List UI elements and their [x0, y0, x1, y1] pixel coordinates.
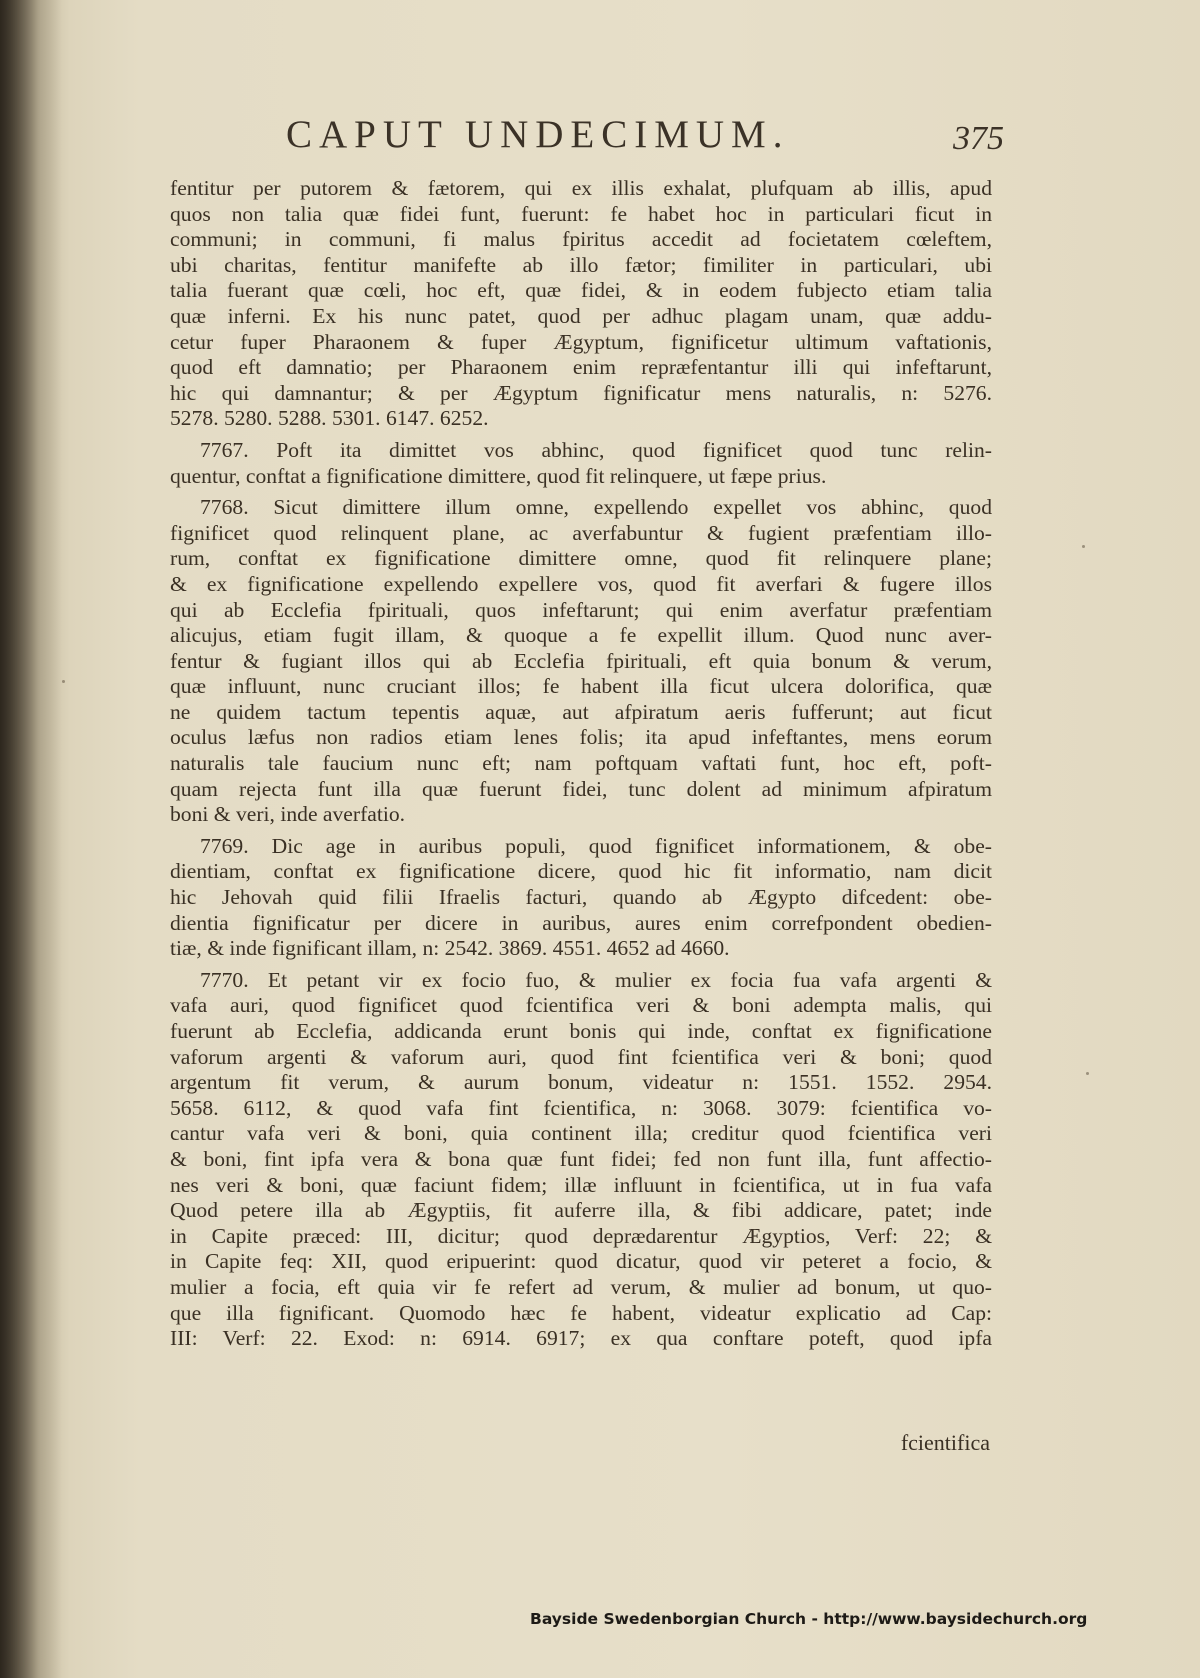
text-line: & boni, fint ipfa vera & bona quæ funt fidei; fed non funt illa, funt affectio- [170, 1146, 992, 1171]
text-line: argentum fit verum, & aurum bonum, videatur n: 1551. 1552. 2954. [170, 1070, 992, 1095]
paper-speck [1086, 1072, 1089, 1075]
text-line: naturalis tale faucium nunc eft; nam poftquam vaftati funt, hoc eft, poft- [170, 751, 992, 776]
running-head [240, 112, 1004, 172]
text-line: boni & veri, inde averfatio. [170, 802, 406, 827]
text-line: 5658. 6112, & quod vafa fint fcientifica, n: 3068. 3079: fcientifica vo- [170, 1095, 992, 1120]
text-line: tiæ, & inde fignificant illam, n: 2542. 3869. 4551. 4652 ad 4660. [170, 936, 730, 961]
text-line: 7767. Poft ita dimittet vos abhinc, quod fignificet quod tunc relin- [200, 437, 992, 462]
text-line: quentur, conftat a fignificatione dimittere, quod fit relinquere, ut fæpe prius. [170, 463, 827, 488]
text-line: hic qui damnantur; & per Ægyptum fignificatur mens naturalis, n: 5276. [170, 380, 992, 405]
text-line: oculus læfus non radios etiam lenes folis; ita apud infeftantes, mens eorum [170, 725, 992, 750]
text-line: 5278. 5280. 5288. 5301. 6147. 6252. [170, 406, 489, 431]
text-line: in Capite feq: XII, quod eripuerint: quod dicatur, quod vir peteret a focio, & [170, 1249, 992, 1274]
text-line: talia fuerant quæ cœli, hoc eft, quæ fidei, & in eodem fubjecto etiam talia [170, 278, 992, 303]
text-line: fentur & fugiant illos qui ab Ecclefia fpirituali, eft quia bonum & verum, [170, 648, 992, 673]
text-line: dientia fignificatur per dicere in auribus, aures enim correfpondent obedien- [170, 910, 992, 935]
text-line: quam rejecta funt illa quæ fuerunt fidei, tunc dolent ad minimum afpiratum [170, 776, 992, 801]
text-line: fuerunt ab Ecclefia, addicanda erunt bonis qui inde, conftat ex fignificatione [170, 1019, 992, 1043]
text-line: dientiam, conftat ex fignificatione dicere, quod hic fit informatio, nam dicit [170, 859, 992, 884]
text-line: quæ inferni. Ex his nunc patet, quod per adhuc plagam unam, quæ addu- [170, 303, 992, 328]
text-line: nes veri & boni, quæ faciunt fidem; illæ influunt in fcientifica, ut in fua vafa [170, 1172, 992, 1197]
text-line: fentitur per putorem & fætorem, qui ex illis exhalat, plufquam ab illis, apud [170, 176, 992, 200]
page-title: CAPUT UNDECIMUM. [286, 113, 790, 156]
text-line: 7768. Sicut dimittere illum omne, expellendo expellet vos abhinc, quod [200, 495, 992, 520]
text-line: hic Jehovah quid filii Ifraelis facturi, quando ab Ægypto difcedent: obe- [170, 885, 992, 910]
text-line: fignificet quod relinquent plane, ac averfabuntur & fugient præfentiam illo- [170, 520, 992, 545]
spine-shadow [0, 0, 62, 1678]
text-line: in Capite præced: III, dicitur; quod deprædarentur Ægyptios, Verf: 22; & [170, 1223, 992, 1248]
text-line: alicujus, etiam fugit illam, & quoque a fe expellit illum. Quod nunc aver- [170, 623, 992, 648]
footer-credit: Bayside Swedenborgian Church - http://www.baysidechurch.org [530, 1610, 1088, 1628]
text-line: mulier a focia, eft quia vir fe refert ad verum, & mulier ad bonum, ut quo- [170, 1274, 992, 1299]
text-line: qui ab Ecclefia fpirituali, quos infeftarunt; qui enim averfatur præfentiam [170, 597, 992, 622]
text-line: cantur vafa veri & boni, quia continent illa; creditur quod fcientifica veri [170, 1121, 992, 1146]
text-line: que illa fignificant. Quomodo hæc fe habent, videatur explicatio ad Cap: [170, 1300, 992, 1325]
text-line: communi; in communi, fi malus fpiritus accedit ad focietatem cœleftem, [170, 227, 992, 252]
paper-speck [62, 680, 65, 683]
text-line: quos non talia quæ fidei funt, fuerunt: fe habet hoc in particulari ficut in [170, 201, 992, 226]
body-text [170, 176, 992, 1352]
text-line: 7769. Dic age in auribus populi, quod fignificet informationem, & obe- [200, 833, 992, 858]
text-line: quod eft damnatio; per Pharaonem enim repræfentantur illi qui infeftarunt, [170, 355, 992, 380]
text-line: 7770. Et petant vir ex focio fuo, & mulier ex focia fua vafa argenti & [200, 967, 992, 992]
paper-speck [1082, 545, 1085, 548]
text-line: quæ influunt, nunc cruciant illos; fe habent illa ficut ulcera dolorifica, quæ [170, 674, 992, 699]
text-line: cetur fuper Pharaonem & fuper Ægyptum, fignificetur ultimum vaftationis, [170, 329, 992, 354]
text-line: ne quidem tactum tepentis aquæ, aut afpiratum aeris fufferunt; aut ficut [170, 699, 992, 724]
text-line: III: Verf: 22. Exod: n: 6914. 6917; ex qua conftare poteft, quod ipfa [170, 1326, 992, 1351]
catchword: fcientifica [900, 1430, 990, 1455]
text-line: rum, conftat ex fignificatione dimittere omne, quod fit relinquere plane; [170, 546, 992, 571]
page-number: 375 [953, 120, 1004, 157]
text-line: ubi charitas, fentitur manifefte ab illo fætor; fimiliter in particulari, ubi [170, 252, 992, 277]
text-line: & ex fignificatione expellendo expellere vos, quod fit averfari & fugere illos [170, 571, 992, 596]
text-line: vaforum argenti & vaforum auri, quod fint fcientifica veri & boni; quod [170, 1044, 992, 1069]
text-line: vafa auri, quod fignificet quod fcientifica veri & boni adempta malis, qui [170, 993, 992, 1018]
text-line: Quod petere illa ab Ægyptiis, fit auferre illa, & fibi addicare, patet; inde [170, 1198, 992, 1223]
